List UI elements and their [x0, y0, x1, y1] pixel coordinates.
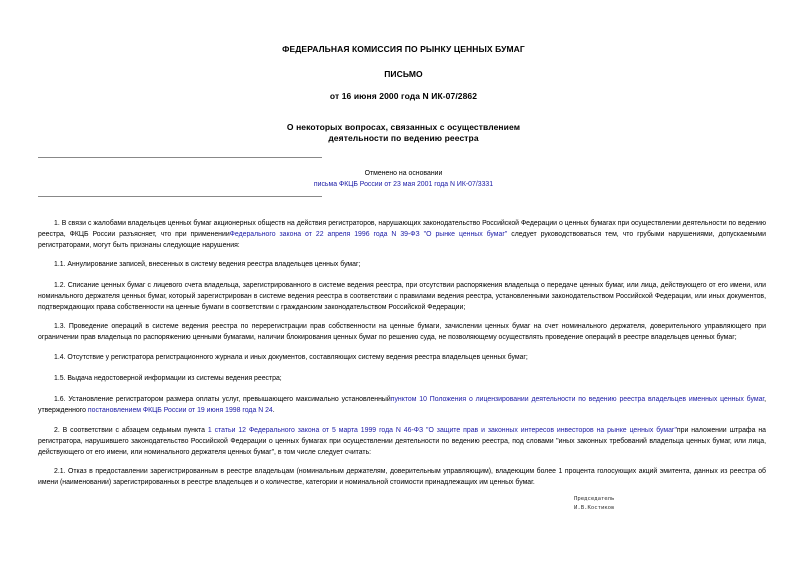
signature-title: Председатель: [574, 496, 615, 502]
law-46fz-link[interactable]: 1 статьи 12 Федерального закона от 5 марта 1999 года N 46-ФЗ "О защите прав и законных интересов инвесторов на рынке ценных бумаг": [207, 427, 677, 434]
cancel-note-link[interactable]: письма ФКЦБ России от 23 мая 2001 года N ИК-07/3331: [313, 181, 494, 188]
licensing-regulation-link[interactable]: пунктом 10 Положения о лицензировании деятельности по ведению реестра владельцев именных ценных бумаг: [390, 396, 765, 403]
cancel-note: [240, 168, 567, 190]
signature-name: И.В.Костиков: [574, 505, 615, 511]
top-divider: [38, 157, 322, 158]
paragraph-1-3-text: 1.3. Проведение операций в системе ведения реестра по перерегистрации прав собственности на ценные бумаги, зачислении ценных бумаг на счет номинального держателя, доверительного управляющего при ограничении прав владельца по распоряжению ценными бумагами, наличии блокирования ценных бумаг по решению суда, не позволяющему осуществлять проведение операций в реестре владельцев ценных бумаг;: [38, 323, 766, 341]
signature-block: [574, 495, 614, 513]
paragraph-1-2: [38, 280, 766, 313]
paragraph-2-text-b: при наложении штрафа на регистратора, нарушившего законодательство Российской Федерации о ценных бумагах при осуществлении деятельности по ведению реестра, под словами "иных законных требований владельца ценных бумаг, или лица, действующего от его имени, или номинального держателя ценных бумаг", в том числе следует считать:: [38, 427, 766, 456]
paragraph-2-1: [38, 466, 766, 488]
paragraph-1-5: [38, 373, 766, 384]
document-type: ПИСЬМО: [384, 69, 423, 79]
paragraph-1-1-text: 1.1. Аннулирование записей, внесенных в систему ведения реестра владельцев ценных бумаг;: [54, 261, 361, 268]
paragraph-1-1: [38, 259, 766, 270]
paragraph-2: [38, 425, 766, 458]
law-39fz-link[interactable]: Федерального закона от 22 апреля 1996 года N 39-ФЗ "О рынке ценных бумаг": [229, 231, 508, 238]
paragraph-1: [38, 218, 766, 251]
paragraph-1-4-text: 1.4. Отсутствие у регистратора регистрационного журнала и иных документов, составляющих систему ведения реестра владельцев ценных бумаг;: [54, 354, 528, 361]
paragraph-1-4: [38, 352, 766, 363]
subject-line-1: О некоторых вопросах, связанных с осуществлением: [286, 122, 521, 132]
paragraph-1-6-text-a: 1.6. Установление регистратором размера оплаты услуг, превышающего максимально установленный: [54, 396, 391, 403]
paragraph-1-text-a: 1. В связи с жалобами владельцев ценных бумаг акционерных обществ на действия регистраторов, нарушающих законодательство Российской Федерации о ценных бумагах при осуществлении деятельности по ведению реестра, ФКЦБ России разъясняет, что при применении: [38, 220, 766, 238]
paragraph-1-2-text: 1.2. Списание ценных бумаг с лицевого счета владельца, зарегистрированного в системе ведения реестра, при отсутствии распоряжения владельца о передаче ценных бумаг, или лица, действующего от его имени, или номинального держателя ценных бумаг, который зарегистрирован в системе ведения реестра в соответствии с правилами ведения реестра, установленными законодательством Российской Федерации, или иных документов, подтверждающих права собственности на ценные бумаги в соответствии с гражданским законодательством Российской Федерации;: [38, 282, 766, 311]
paragraph-1-5-text: 1.5. Выдача недостоверной информации из системы ведения реестра;: [54, 375, 282, 382]
bottom-divider: [38, 196, 322, 197]
paragraph-2-text-a: 2. В соответствии с абзацем седьмым пункта: [54, 427, 208, 434]
paragraph-2-1-text: 2.1. Отказ в предоставлении зарегистрированным в реестре владельцам (номинальным держателям, доверительным управляющим), владеющим более 1 процента голосующих акций эмитента, данных из реестра об имени (наименовании) зарегистрированных в реестре владельцев и о количестве, категории и номинальной стоимости принадлежащих им ценных бумаг.: [38, 468, 766, 486]
cancel-note-text: Отменено на основании: [364, 170, 443, 177]
subject-line-2: деятельности по ведению реестра: [328, 133, 479, 143]
paragraph-1-6: [38, 394, 766, 416]
paragraph-1-3: [38, 321, 766, 343]
paragraph-1-6-text-b: , утвержденного: [38, 396, 766, 414]
document-date-number: от 16 июня 2000 года N ИК-07/2862: [329, 91, 478, 101]
paragraph-1-text-b: следует руководствоваться тем, что грубыми нарушениями, допускаемыми регистраторами, могут быть признаны следующие нарушения:: [38, 231, 766, 249]
resolution-24-link[interactable]: постановлением ФКЦБ России от 19 июня 1998 года N 24: [87, 407, 273, 414]
paragraph-1-6-text-c: .: [272, 407, 275, 414]
agency-title: ФЕДЕРАЛЬНАЯ КОМИССИЯ ПО РЫНКУ ЦЕННЫХ БУМАГ: [282, 44, 525, 54]
